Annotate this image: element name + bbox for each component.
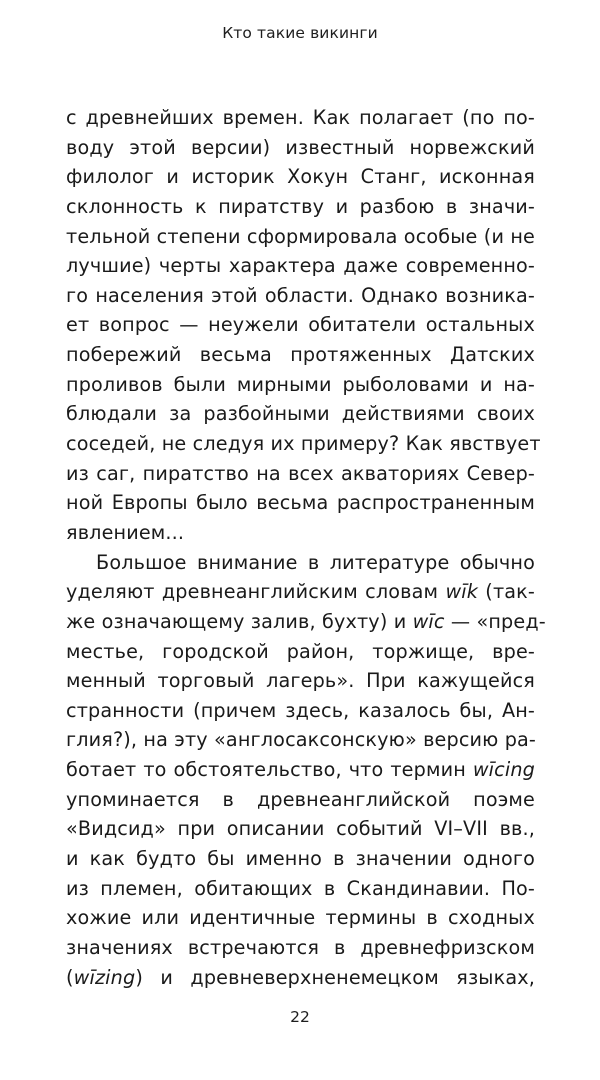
text-line: глия?), на эту «англосаксонскую» версию ра- [66,728,537,752]
text-run: ( [66,965,74,989]
text-line: из саг, пиратство на всех акваториях Север- [66,461,535,485]
text-line: филолог и историк Хокун Станг, исконная [66,165,535,189]
text-run: — «пред- [444,609,546,633]
text-line: и как будто бы именно в значении одного [66,847,535,871]
running-head-title: Кто такие викинги [222,24,378,42]
text-line: соседей, не следуя их примеру? Как явствует [66,432,541,456]
page-body [66,103,546,992]
italic-term-wizing: wīzing [73,965,136,989]
paragraph-1 [66,103,541,548]
text-line: с древнейших времен. Как полагает (по по- [66,106,535,129]
text-line: блюдали за разбойными действиями своих [66,402,535,426]
text-line: проливов были мирными рыболовами и на- [66,372,535,396]
text-run: (так- [478,580,535,604]
text-line: лучшие) черты характера даже современно- [66,254,535,278]
text-run: же означающему залив, бухту) и [66,609,413,633]
italic-term-wik: wīk [445,580,479,604]
text-run: ) и древневерхненемецком языках, [135,965,535,989]
text-line [66,755,535,785]
text-line [66,963,535,993]
text-line: склонность к пиратству и разбою в значи- [66,194,535,218]
text-line: «Видсид» при описании событий VI–VII вв., [66,817,535,841]
text-line: упоминается в древнеанглийской поэме [66,787,535,811]
text-line: менный торговый лагерь». При кажущейся [66,669,535,693]
text-line: ет вопрос — неужели обитатели остальных [66,313,535,337]
page-number: 22 [290,1008,310,1026]
text-line: Большое внимание в литературе обычно [96,550,535,574]
text-line: го населения этой области. Однако возника- [66,283,535,307]
text-run: уделяют древнеанглийским словам [66,580,446,604]
text-line: из племен, обитающих в Скандинавии. По- [66,876,535,900]
text-line: хожие или идентичные термины в сходных [66,906,535,930]
text-line: побережий весьма протяженных Датских [66,343,535,367]
text-line: воду этой версии) известный норвежский [66,135,535,159]
text-line [66,607,546,637]
text-line: тельной степени сформировала особые (и не [66,224,535,248]
text-line: явлением... [66,520,185,544]
paragraph-2 [66,548,546,993]
text-line: странности (причем здесь, казалось бы, Ан- [66,698,535,722]
text-line: значениях встречаются в древнефризском [66,935,535,959]
text-line [66,577,535,607]
text-run: ботает то обстоятельство, что термин [66,758,473,782]
italic-term-wic: wīc [412,609,445,633]
text-line: ной Европы было весьма распространенным [66,491,535,515]
italic-term-wicing: wīcing [472,758,535,782]
text-line: местье, городской район, торжище, вре- [66,639,535,663]
